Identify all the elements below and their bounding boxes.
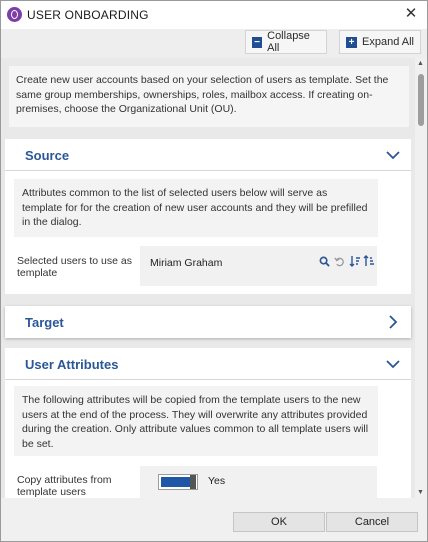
copy-attributes-value: Yes [208,475,226,487]
toggle-knob [190,475,196,489]
source-description: Attributes common to the list of selected users below will serve as template for for the creation of new user accounts and they will be prefilled in the dialog. [22,187,368,228]
cancel-button[interactable]: Cancel [326,512,418,532]
source-description-panel [14,179,378,237]
target-section [5,306,411,338]
target-section-header[interactable] [5,306,411,338]
app-icon [7,7,22,22]
undo-icon[interactable] [334,256,345,267]
sort-ascending-icon[interactable] [349,255,361,267]
sort-descending-icon[interactable] [363,255,375,267]
copy-attributes-label: Copy attributes from template users [17,474,112,498]
toggle-fill [161,477,191,487]
ok-button[interactable]: OK [233,512,325,532]
collapse-all-label: Collapse All [267,30,310,54]
user-attributes-description: The following attributes will be copied from the template users to the new users at the end of the process. They will overwrite any attributes provided during the creation. Only attribute values common to all template users will be set. [22,394,369,450]
toolbar [1,29,427,58]
section-divider [5,379,411,380]
dialog-title: USER ONBOARDING [27,8,149,22]
section-divider [5,170,411,171]
close-icon[interactable]: ✕ [404,5,418,22]
title-bar [1,1,427,29]
source-section [5,139,411,294]
user-attributes-title: User Attributes [25,357,119,372]
source-section-header[interactable] [5,139,411,171]
scroll-down-icon[interactable]: ▼ [417,489,424,496]
copy-attributes-toggle[interactable] [158,474,198,490]
selected-users-label: Selected users to use as template [17,255,132,279]
search-icon[interactable] [319,256,330,267]
selected-users-field[interactable] [140,246,377,286]
chevron-down-icon[interactable] [385,147,401,163]
content-area [1,58,415,498]
chevron-down-icon[interactable] [385,356,401,372]
source-title: Source [25,148,70,163]
dialog-footer [1,498,427,541]
selected-user-value: Miriam Graham [150,257,223,269]
collapse-icon: − [252,37,262,48]
copy-attributes-field [140,466,377,498]
user-attributes-section-header[interactable] [5,348,411,380]
expand-icon: + [346,37,357,48]
intro-text: Create new user accounts based on your selection of users as template. Set the same group memberships, ownerships, roles, mailbox access. If creating on-premises, choose the Organizational Unit (OU). [16,74,389,115]
chevron-right-icon[interactable] [385,314,401,330]
vertical-scrollbar[interactable] [415,58,427,498]
target-title: Target [25,315,64,330]
expand-all-button[interactable] [339,30,421,54]
scroll-up-icon[interactable]: ▲ [417,60,424,67]
expand-all-label: Expand All [362,36,414,48]
collapse-all-button[interactable] [245,30,327,54]
scrollbar-thumb[interactable] [418,74,424,126]
user-attributes-section [5,348,411,498]
intro-panel [9,66,409,127]
user-attributes-description-panel [14,386,378,456]
